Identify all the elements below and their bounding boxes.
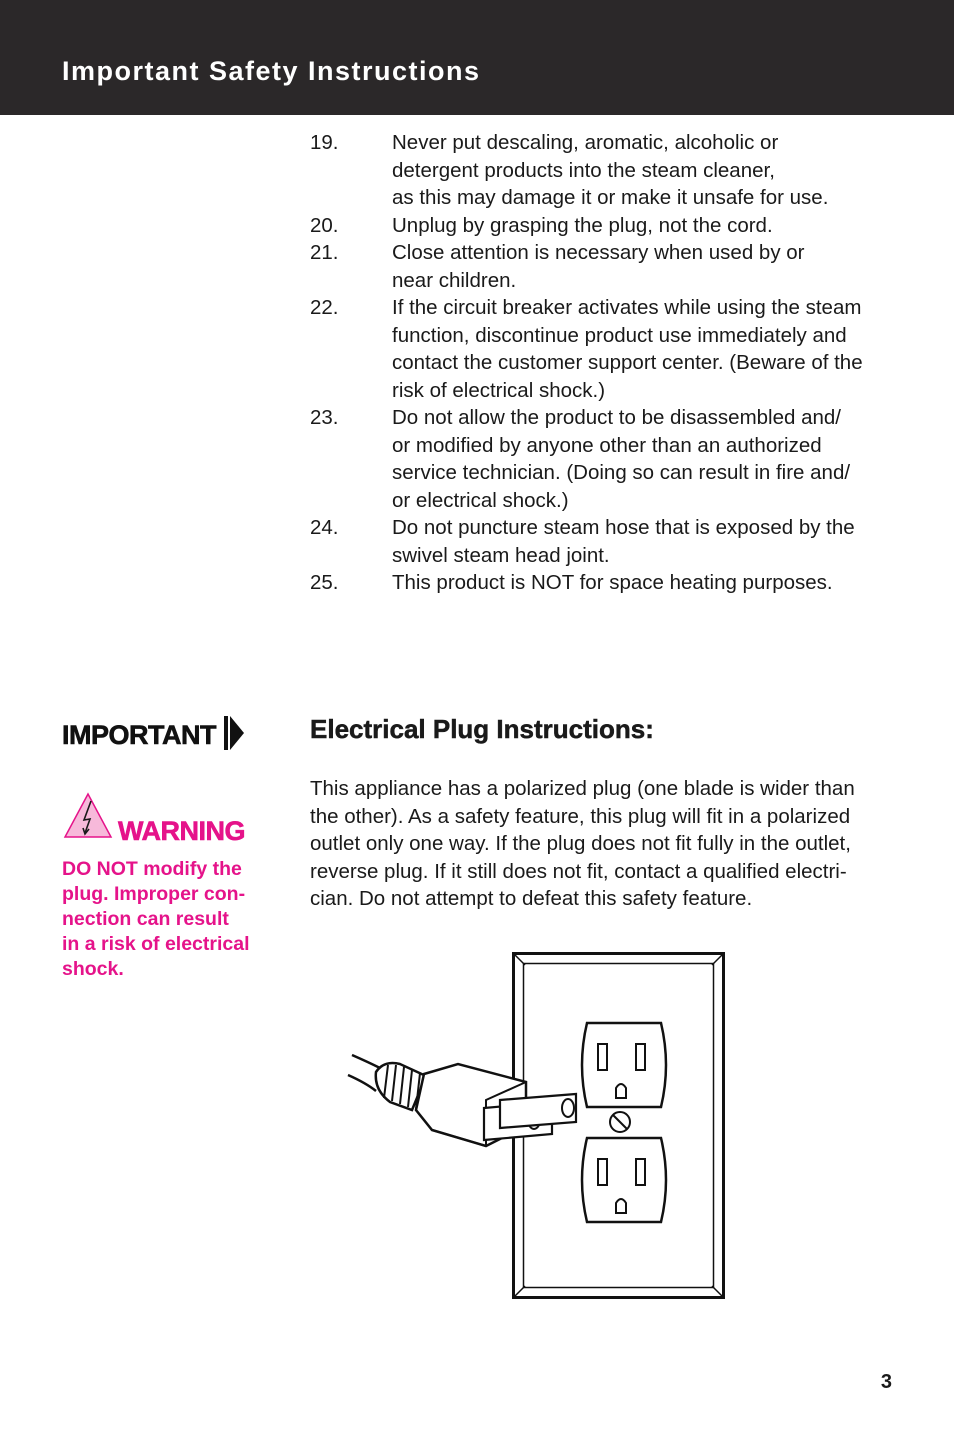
item-text: Do not allow the product to be disassembled and/ or modified by anyone other than an authorized service technician. (Doing so can result in fire and/ or electrical shock.) bbox=[392, 406, 851, 512]
list-item bbox=[0, 212, 954, 240]
item-text: Do not puncture steam hose that is exposed by the swivel steam head joint. bbox=[392, 516, 855, 567]
item-text: If the circuit breaker activates while using the steam function, discontinue product use immediately and contact the customer support center. (Beware of the risk of electrical shock.) bbox=[392, 296, 863, 402]
warning-text: DO NOT modify the plug. Improper con- nection can result in a risk of electrical shock. bbox=[62, 858, 250, 980]
item-text: Unplug by grasping the plug, not the cord. bbox=[392, 213, 773, 237]
lightning-bolt-icon bbox=[62, 791, 114, 846]
item-number: 20. bbox=[310, 213, 339, 237]
list-item bbox=[0, 569, 954, 597]
page-header bbox=[0, 0, 954, 115]
item-number: 21. bbox=[310, 241, 339, 264]
item-number: 23. bbox=[310, 406, 339, 429]
warning-header bbox=[62, 796, 245, 846]
warning-label: WARNING bbox=[118, 816, 245, 846]
list-item bbox=[0, 239, 954, 294]
item-text: This product is NOT for space heating purposes. bbox=[392, 571, 833, 594]
list-item bbox=[0, 514, 954, 569]
item-number: 24. bbox=[310, 516, 339, 539]
instruction-list bbox=[0, 129, 954, 597]
list-item bbox=[0, 129, 954, 212]
section-body: This appliance has a polarized plug (one blade is wider than the other). As a safety feature, this plug will fit in a polarized outlet only one way. If the plug does not fit fully in the outlet, reverse plug. If it still does not fit, contact a qualified electri- cian. Do not attempt to defeat this safety feature. bbox=[310, 777, 855, 910]
item-text: Close attention is necessary when used by or near children. bbox=[392, 241, 805, 292]
item-number: 22. bbox=[310, 296, 339, 319]
item-number: 19. bbox=[310, 131, 339, 154]
section-title: Electrical Plug Instructions: bbox=[310, 714, 654, 744]
item-number: 25. bbox=[310, 571, 339, 594]
header-title: Important Safety Instructions bbox=[62, 56, 481, 86]
important-callout bbox=[62, 717, 244, 753]
list-item bbox=[0, 404, 954, 514]
list-item bbox=[0, 294, 954, 404]
plug-and-outlet-illustration bbox=[340, 950, 730, 1307]
item-text: Never put descaling, aromatic, alcoholic or detergent products into the steam cleaner, as this may damage it or make it unsafe for use. bbox=[392, 131, 829, 209]
important-label: IMPORTANT bbox=[62, 719, 216, 750]
page-number: 3 bbox=[880, 1371, 892, 1393]
arrow-right-icon bbox=[224, 716, 244, 755]
